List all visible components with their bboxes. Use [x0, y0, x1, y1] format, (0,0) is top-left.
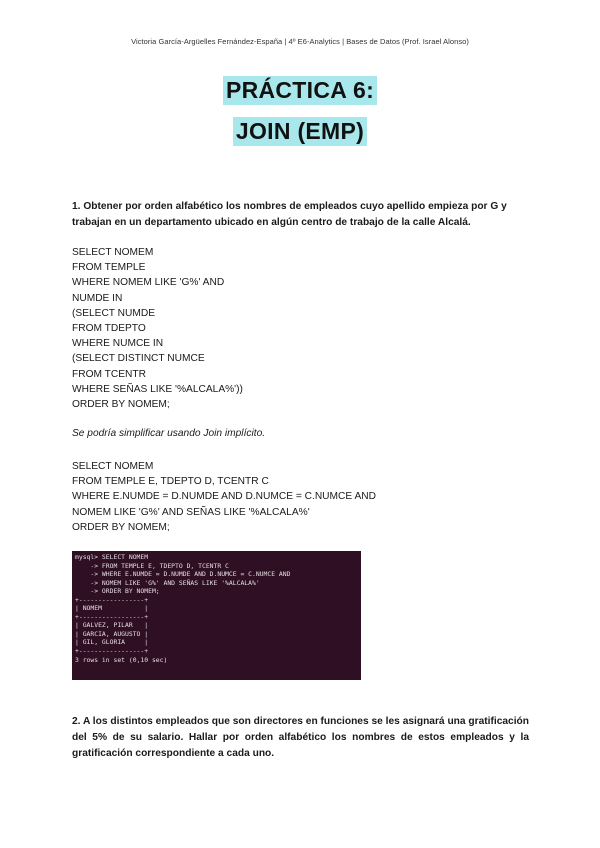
- code-line: NUMDE IN: [72, 292, 123, 304]
- code-line: ORDER BY NOMEM;: [72, 399, 170, 411]
- code-line: (SELECT NUMDE: [72, 307, 156, 319]
- terminal-line: -> NOMEM LIKE 'G%' AND SEÑAS LIKE '%ALCALA%': [75, 578, 260, 587]
- code-line: FROM TEMPLE: [72, 262, 146, 274]
- terminal-line: +-----------------+: [75, 612, 149, 621]
- code-line: FROM TEMPLE E, TDEPTO D, TCENTR C: [72, 476, 269, 488]
- terminal-line: -> ORDER BY NOMEM;: [75, 587, 160, 596]
- title-block-2: [0, 117, 600, 146]
- question-1: 1. Obtener por orden alfabético los nombres de empleados cuyo apellido empieza por G y trabajan en un departamento ubicado en algún centro de trabajo de la calle Alcalá.: [72, 201, 507, 228]
- terminal-line: mysql> SELECT NOMEM: [75, 553, 149, 561]
- code-line: WHERE SEÑAS LIKE '%ALCALA%')): [72, 383, 243, 395]
- terminal-line: 3 rows in set (0,10 sec): [75, 655, 168, 664]
- page-title: PRÁCTICA 6:: [223, 76, 377, 105]
- code-line: FROM TCENTR: [72, 368, 146, 380]
- code-line: ORDER BY NOMEM;: [72, 521, 170, 533]
- title-block-1: [0, 76, 600, 105]
- code-line: SELECT NOMEM: [72, 247, 154, 258]
- sql-query-2: [72, 459, 376, 535]
- terminal-line: +-----------------+: [75, 647, 149, 656]
- code-line: FROM TDEPTO: [72, 323, 146, 335]
- code-line: WHERE E.NUMDE = D.NUMDE AND D.NUMCE = C.NUMCE AND: [72, 491, 376, 503]
- code-line: WHERE NOMEM LIKE 'G%' AND: [72, 277, 225, 289]
- terminal-screenshot: [72, 551, 361, 680]
- terminal-line: | NOMEM |: [75, 604, 149, 613]
- code-line: NOMEM LIKE 'G%' AND SEÑAS LIKE '%ALCALA%': [72, 506, 310, 518]
- code-line: SELECT NOMEM: [72, 461, 154, 472]
- code-line: WHERE NUMCE IN: [72, 338, 164, 350]
- sql-query-1: [72, 245, 243, 412]
- terminal-line: -> FROM TEMPLE E, TDEPTO D, TCENTR C: [75, 561, 229, 570]
- terminal-line: | GARCIA, AUGUSTO |: [75, 629, 149, 638]
- code-line: (SELECT DISTINCT NUMCE: [72, 353, 205, 365]
- terminal-line: +-----------------+: [75, 595, 149, 604]
- question-2: 2. A los distintos empleados que son directores en funciones se les asignará una gratificación del 5% de su salario. Hallar por orden alfabético los nombres de estos empleados y la gratificación correspondiente a cada uno.: [72, 716, 529, 759]
- page-subtitle: JOIN (EMP): [233, 117, 367, 146]
- page-header: Victoria García-Argüelles Fernández-España | 4º E6-Analytics | Bases de Datos (Prof. Israel Alonso): [131, 37, 469, 46]
- terminal-line: | GALVEZ, PILAR |: [75, 621, 149, 630]
- terminal-line: -> WHERE E.NUMDE = D.NUMDE AND D.NUMCE = C.NUMCE AND: [75, 570, 291, 579]
- note-text: Se podría simplificar usando Join implícito.: [72, 428, 266, 439]
- terminal-line: | GIL, GLORIA |: [75, 638, 149, 647]
